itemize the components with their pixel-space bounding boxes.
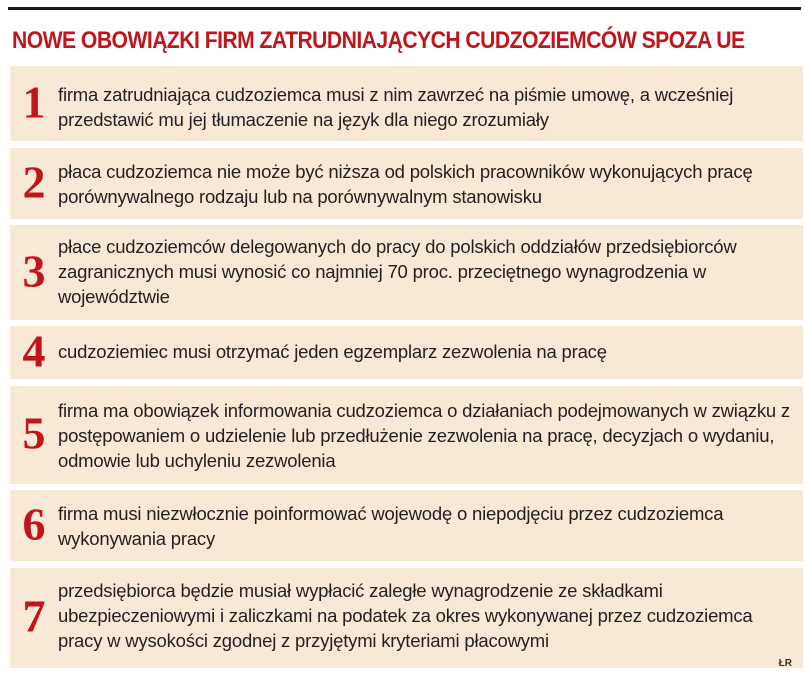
item-number: 1 — [22, 76, 46, 128]
page-title: NOWE OBOWIĄZKI FIRM ZATRUDNIAJĄCYCH CUDZOZIEMCÓW SPOZA UE — [12, 27, 745, 54]
list-item — [10, 386, 803, 484]
list-item — [10, 66, 803, 141]
item-text: płace cudzoziemców delegowanych do pracy do polskich oddziałów przedsiębiorców zagranicznych musi wynosić co najmniej 70 proc. przeciętnego wynagrodzenia w województwie — [58, 236, 737, 307]
list-item — [10, 568, 803, 668]
item-number: 5 — [22, 407, 46, 459]
item-text: firma zatrudniająca cudzoziemca musi z nim zawrzeć na piśmie umowę, a wcześniej przedstawić mu jej tłumaczenie na język dla niego zrozumiały — [58, 84, 734, 130]
item-text: firma ma obowiązek informowania cudzoziemca o działaniach podejmowanych w związku z postępowaniem o udzielenie lub przedłużenie zezwolenia na pracę, decyzjach o wydaniu, odmowie lub uchyleniu zezwolenia — [58, 400, 790, 471]
item-text: przedsiębiorca będzie musiał wypłacić zaległe wynagrodzenie ze składkami ubezpieczeniowymi i zaliczkami na podatek za okres wykonywanej przez cudzoziemca pracy w wysokości zgodnej z przyjętymi kryteriami płacowymi — [58, 580, 753, 651]
item-number: 3 — [22, 245, 46, 297]
list-item — [10, 225, 803, 320]
author-credit: ŁR — [778, 658, 792, 669]
item-text: płaca cudzoziemca nie może być niższa od polskich pracowników wykonujących pracę porównywalnego rodzaju lub na porównywalnym stanowisku — [58, 161, 753, 207]
item-number: 6 — [22, 498, 46, 550]
list-item — [10, 148, 803, 219]
list-item — [10, 490, 803, 561]
item-text: firma musi niezwłocznie poinformować wojewodę o niepodjęciu przez cudzoziemca wykonywania pracy — [58, 503, 724, 549]
item-number: 2 — [22, 156, 46, 208]
item-number: 7 — [22, 590, 46, 642]
list-item — [10, 326, 803, 379]
item-number: 4 — [22, 325, 46, 377]
item-text: cudzoziemiec musi otrzymać jeden egzemplarz zezwolenia na pracę — [58, 341, 607, 362]
